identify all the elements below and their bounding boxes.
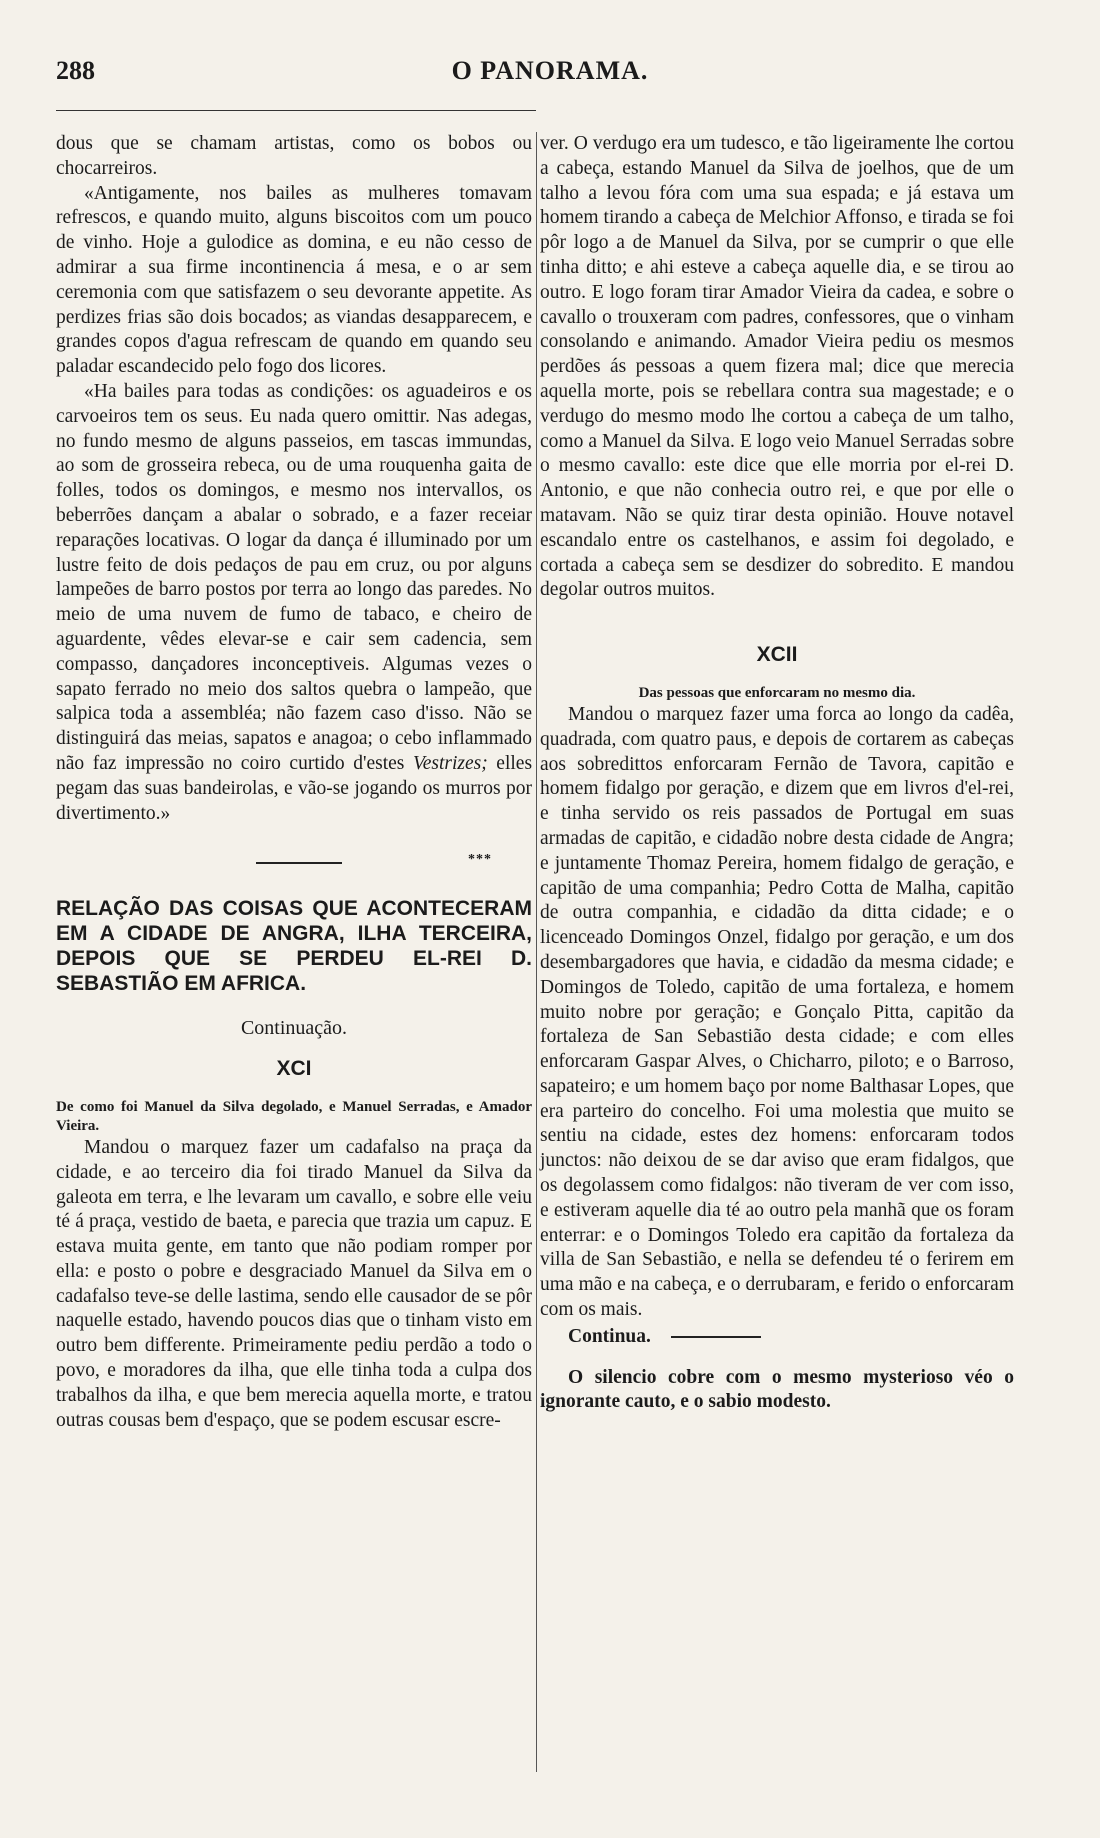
right-column [540, 132, 1014, 1415]
paragraph-text: «Ha bailes para todas as condições: os aguadeiros e os carvoeiros tem os seus. Eu nada quero omittir. Nas adegas, no fundo mesmo de alguns passeios, em tascas immundas, ao som de grosseira rebeca, ou de uma rouquenha gaita de folles, todos os domingos, e mesmo nos intervallos, os beberrões dançam a abalar o sobrado, e a fazer receiar reparações locativas. O logar da dança é illuminado por um lustre feito de dois pedaços de pau em cruz, ou por alguns lampeões de barro postos por terra ao longo das paredes. No meio de uma nuvem de fumo de tabaco, e cheiro de aguardente, vêdes elevar-se e cair sem cadencia, sem compasso, dançadores inconceptiveis. Algumas vezes o sapato ferrado no meio dos saltos quebra o lampeão, que salpica toda a assembléa; não fazem caso d'isso. Não se distinguirá das meias, sapatos e anagoa; o cebo inflammado não faz impressão no coiro curtido d'estes [56, 380, 532, 774]
left-column [56, 132, 532, 1433]
column-divider [536, 132, 537, 1772]
continua-line [540, 1325, 1014, 1350]
chapter-number: XCI [276, 1057, 312, 1081]
chapter-subtitle: Das pessoas que enforcaram no mesmo dia. [638, 684, 916, 701]
asterism: *** [468, 852, 492, 868]
section-separator [56, 846, 532, 886]
header-rule [56, 110, 536, 111]
running-head [56, 56, 1044, 92]
chapter-number: XCII [756, 643, 798, 667]
italic-word: Vestrizes; [412, 752, 488, 774]
paragraph: Mandou o marquez fazer um cadafalso na praça da cidade, e ao terceiro dia foi tirado Manuel da Silva da galeota em terra, e lhe levaram um cavallo, e sobre elle veiu té á praça, vestido de baeta, e parecia que trazia um capuz. E estava muita gente, em tanto que não podiam romper por ella: e posto o pobre e desgraciado Manuel da Silva em o cadafalso teve-se delle lastima, sendo elle causador de se pôr naquelle estado, havendo poucos dias que o tinham visto em outro bem differente. Primeiramente pediu perdão a todo o povo, e moradores da ilha, que elle tinha toda a culpa dos trabalhos da ilha, e que bem merecia aquella morte, e tratou outras cousas bem d'espaço, que se podem escusar escre- [56, 1136, 532, 1431]
paragraph: Mandou o marquez fazer uma forca ao longo da cadêa, quadrada, com quatro paus, e depois de cortarem as cabeças aos sobredittos enforcaram Fernão de Tavora, capitão e homem fidalgo por geração, e dizem que em livros d'el-rei, e tinha servido os reis passados de Portugal em suas armadas de capitão, e cidadão nobre desta cidade de Angra; e juntamente Thomaz Pereira, homem fidalgo de geração, e capitão de uma companhia; Pedro Cotta de Malha, capitão de outra companhia, e cidadão da ditta cidade; e o licenceado Domingos Onzel, fidalgo por geração, e um dos desembargadores que havia, e cidadão da mesma cidade; e Domingos de Toledo, capitão de uma fortaleza, e homem muito nobre por geração; e Gonçalo Pitta, capitão da fortaleza de San Sebastião desta cidade; e com elles enforcaram Gaspar Alves, o Chicharro, piloto; e o Barroso, sapateiro; e um homem baço por nome Balthasar Lopes, que era parteiro do concelho. Foi uma molestia que muito se sentiu na cidade, estes dez homens: enforcaram todos junctos: não deixou de se dar aviso que eram fidalgos, que os degolassem como fidalgos: não tiveram de ver com isso, e estiveram aquelle dia té ao outro pela manhã que os foram enterrar: e o Domingos Toledo era capitão da fortaleza da villa de San Sebastião, e nella se defendeu té o ferirem em uma mão e na cabeça, e o derrubaram, e ferido o enforcaram com os mais. [540, 703, 1014, 1321]
article-title: RELAÇÃO DAS COISAS QUE ACONTECERAM EM A CIDADE DE ANGRA, ILHA TERCEIRA, DEPOIS QUE SE PERDEU EL-REI D. SEBASTIÃO EM AFRICA. [56, 897, 532, 996]
continua-label: Continua. [568, 1325, 651, 1347]
paragraph [56, 380, 532, 826]
separator-rule [256, 862, 342, 864]
paragraph-text-end: elles pegam das suas bandeirolas, e vão-se jogando os murros por divertimento.» [56, 752, 533, 824]
paragraph: dous que se chamam artistas, como os bobos ou chocarreiros. [56, 133, 532, 179]
page-number: 288 [56, 56, 95, 85]
continua-rule [671, 1336, 761, 1338]
chapter-subtitle: De como foi Manuel da Silva degolado, e Manuel Serradas, e Amador Vieira. [56, 1098, 532, 1134]
paragraph: ver. O verdugo era um tudesco, e tão ligeiramente lhe cortou a cabeça, estando Manuel da Silva de joelhos, que de um talho a levou fóra com uma sua espada; e já estava um homem tirando a cabeça de Melchior Affonso, e tirada se foi pôr logo a de Manuel da Silva, por se cumprir o que elle tinha ditto; e ahi esteve a cabeça aquelle dia, e se tirou ao outro. E logo foram tirar Amador Vieira da cadea, e sobre o cavallo o trouxeram com padres, confessores, que o vinham consolando e animando. Amador Vieira pediu os mesmos perdões ás pessoas a quem fizera mal; dice que merecia aquella morte, pois se rebellara contra sua magestade; e o verdugo do mesmo modo lhe cortou a cabeça de um talho, como a Manuel da Silva. E logo veio Manuel Serradas sobre o mesmo cavallo: este dice que elle morria por el-rei D. Antonio, e que não conhecia outro rei, e que por elle o matavam. Não se quiz tirar desta opinião. Houve notavel escandalo entre os castelhanos, e assim foi degolado, e cortada a cabeça sem se desdizer do sobredito. E mandou degolar outros muitos. [540, 133, 1014, 601]
journal-title: O PANORAMA. [451, 56, 649, 85]
paragraph: «Antigamente, nos bailes as mulheres tomavam refrescos, e quando muito, alguns biscoitos com um pouco de vinho. Hoje a gulodice as domina, e eu não cesso de admirar a sua firme incontinencia á mesa, e o ar sem ceremonia com que satisfazem o seu devorante appetite. As perdizes frias são dois bocados; as viandas desapparecem, e grandes copos d'agua refrescam de quando em quando seu paladar escandecido pelo fogo dos licores. [56, 182, 532, 378]
continuation-label: Continuação. [240, 1017, 348, 1040]
maxim-paragraph: O silencio cobre com o mesmo mysterioso véo o ignorante cauto, e o sabio modesto. [540, 1366, 1014, 1413]
